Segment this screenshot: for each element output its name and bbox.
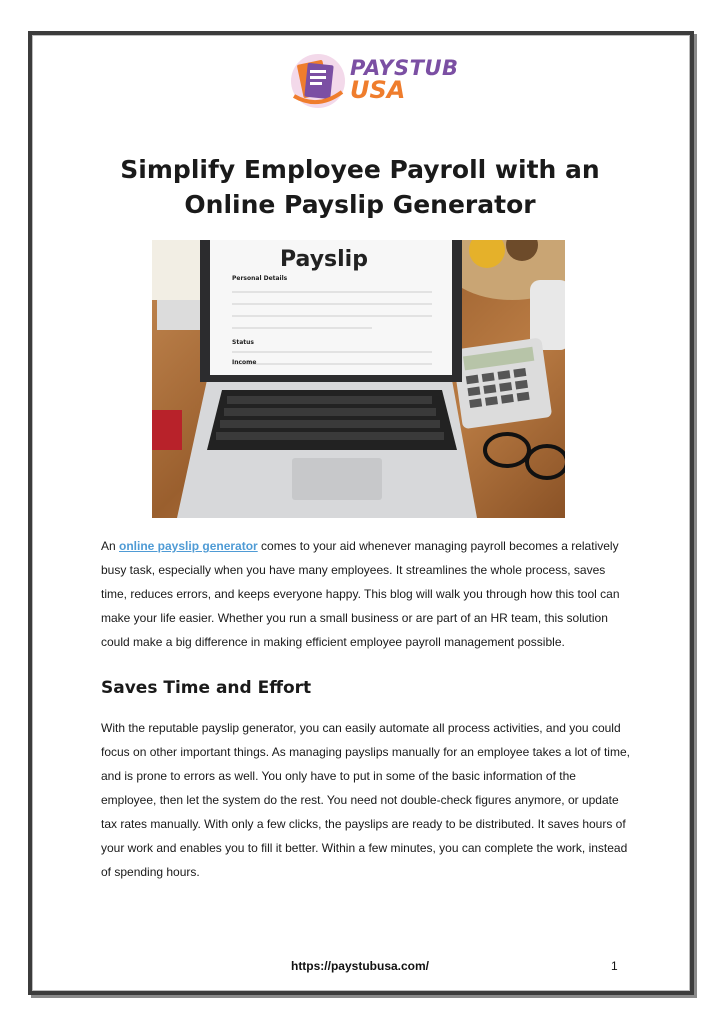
page-number: 1 (611, 959, 618, 973)
section-body: With the reputable payslip generator, you can easily automate all process activities, and you could focus on other important things. As managing payslips manually for an employee takes a lot of time, and is prone to errors as well. You only have to put in some of the basic information of the employee, then let the system do the rest. You need not double-check figures anymore, or update tax rates manually. With only a few clicks, the payslips are ready to be distributed. It saves hours of your work and enables you to fill it better. Within a few minutes, you can complete the work, instead of spending hours. (101, 721, 630, 879)
intro-lead: An (101, 539, 120, 553)
laptop-payslip-photo (152, 240, 565, 518)
brand-logo (288, 52, 459, 110)
screen-section-status: Status (232, 339, 254, 346)
footer-url: https://paystubusa.com/ (290, 959, 430, 973)
brand-name-line1: PAYSTUB (350, 56, 459, 80)
online-payslip-generator-link[interactable]: online payslip generator (119, 539, 258, 553)
screen-section-personal: Personal Details (232, 275, 288, 282)
page-title: Simplify Employee Payroll with an Online Payslip Generator (120, 155, 600, 219)
screen-section-income: Income (232, 359, 257, 366)
intro-text: comes to your aid whenever managing payroll becomes a relatively busy task, especially when you have many employees. It streamlines the whole process, saves time, reduces errors, and keeps everyone happy. This blog will walk you through how this tool can make your life easier. Whether you run a small business or are part of an HR team, this solution could make a big difference in making efficient employee payroll management possible. (101, 539, 620, 649)
brand-name-line2: USA (350, 76, 406, 104)
section-heading: Saves Time and Effort (101, 678, 312, 698)
screen-heading: Payslip (280, 247, 368, 272)
intro-paragraph (101, 534, 631, 654)
paystub-logo-icon (288, 52, 348, 110)
